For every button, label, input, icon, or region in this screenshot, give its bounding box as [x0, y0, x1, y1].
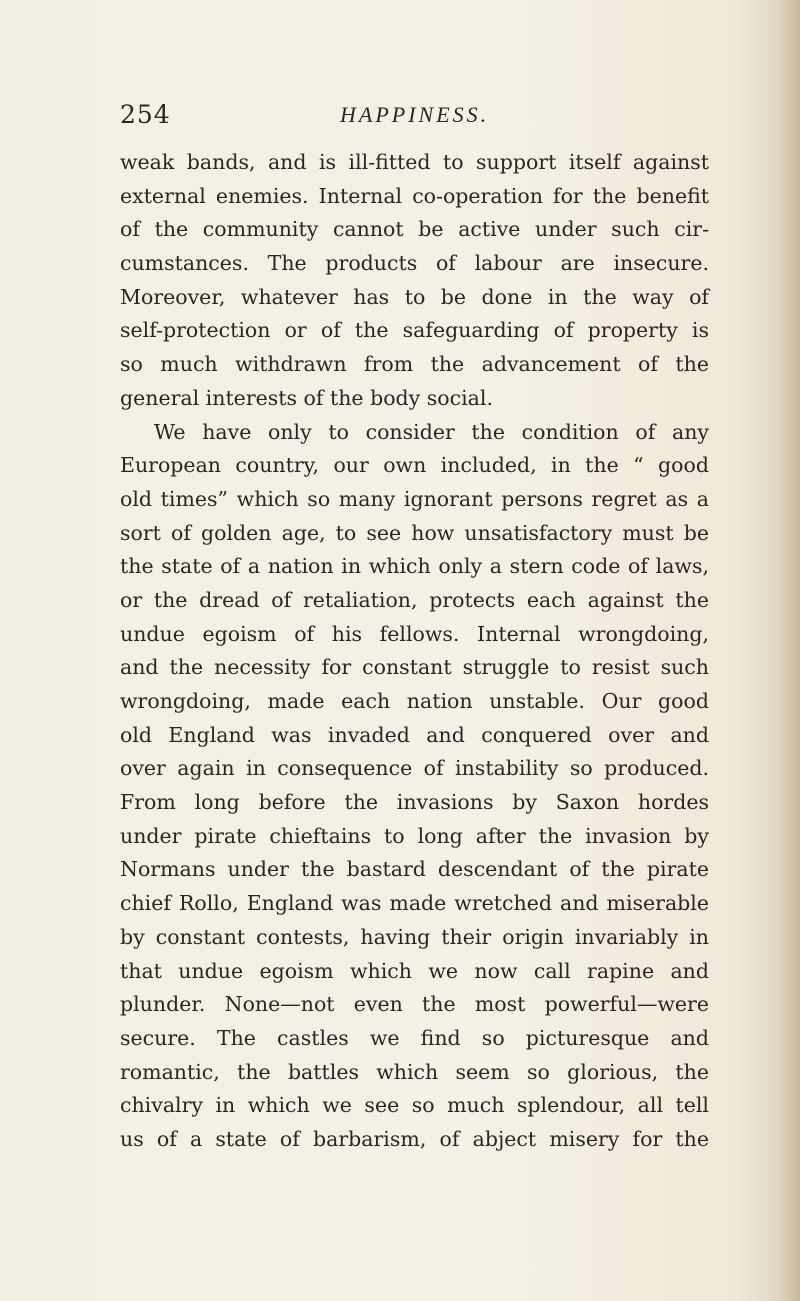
text-line: over again in consequence of instability so produced.: [120, 756, 709, 781]
text-line: wrongdoing, made each nation unstable. Our good: [120, 689, 709, 713]
text-line: that undue egoism which we now call rapine and: [120, 958, 709, 983]
text-line: us of a state of barbarism, of abject misery for the: [120, 1126, 709, 1151]
page-number: 254: [120, 100, 171, 129]
text-line: and the necessity for constant struggle to resist such: [120, 655, 709, 680]
text-line: From long before the invasions by Saxon hordes: [120, 790, 709, 815]
text-line: undue egoism of his fellows. Internal wrongdoing,: [120, 621, 709, 646]
body-text: [120, 146, 709, 1157]
text-line: under pirate chieftains to long after the invasion by: [120, 823, 709, 848]
text-line: chivalry in which we see so much splendour, all tell: [120, 1093, 709, 1118]
text-line: Moreover, whatever has to be done in the way of: [120, 284, 709, 309]
text-line: external enemies. Internal co-operation for the benefit: [120, 183, 709, 208]
text-line: plunder. None—not even the most powerful—were: [120, 992, 709, 1017]
text-line: of the community cannot be active under such cir-: [120, 217, 709, 242]
text-line: We have only to consider the condition of any: [154, 419, 709, 444]
text-line: secure. The castles we find so picturesque and: [120, 1025, 709, 1050]
text-line: European country, our own included, in the “ good: [120, 453, 709, 478]
text-line: sort of golden age, to see how unsatisfactory must be: [120, 520, 709, 545]
text-line: romantic, the battles which seem so glorious, the: [120, 1059, 709, 1084]
running-title: HAPPINESS.: [340, 102, 490, 127]
page-edge-shadow: [778, 0, 800, 1301]
running-head: [0, 96, 800, 136]
text-line: by constant contests, having their origin invariably in: [120, 924, 709, 949]
text-line: weak bands, and is ill-fitted to support itself against: [120, 150, 709, 174]
text-line: self-protection or of the safeguarding of property is: [120, 318, 709, 343]
text-line: Normans under the bastard descendant of the pirate: [120, 857, 709, 882]
text-line: old times” which so many ignorant persons regret as a: [120, 486, 709, 511]
text-line: cumstances. The products of labour are insecure.: [120, 251, 709, 276]
text-line: so much withdrawn from the advancement of the: [120, 352, 709, 377]
text-line: or the dread of retaliation, protects each against the: [120, 587, 709, 612]
text-line: chief Rollo, England was made wretched and miserable: [120, 891, 709, 916]
text-line: the state of a nation in which only a stern code of laws,: [120, 554, 709, 579]
text-line: old England was invaded and conquered over and: [120, 722, 709, 747]
text-line: general interests of the body social.: [120, 385, 493, 410]
